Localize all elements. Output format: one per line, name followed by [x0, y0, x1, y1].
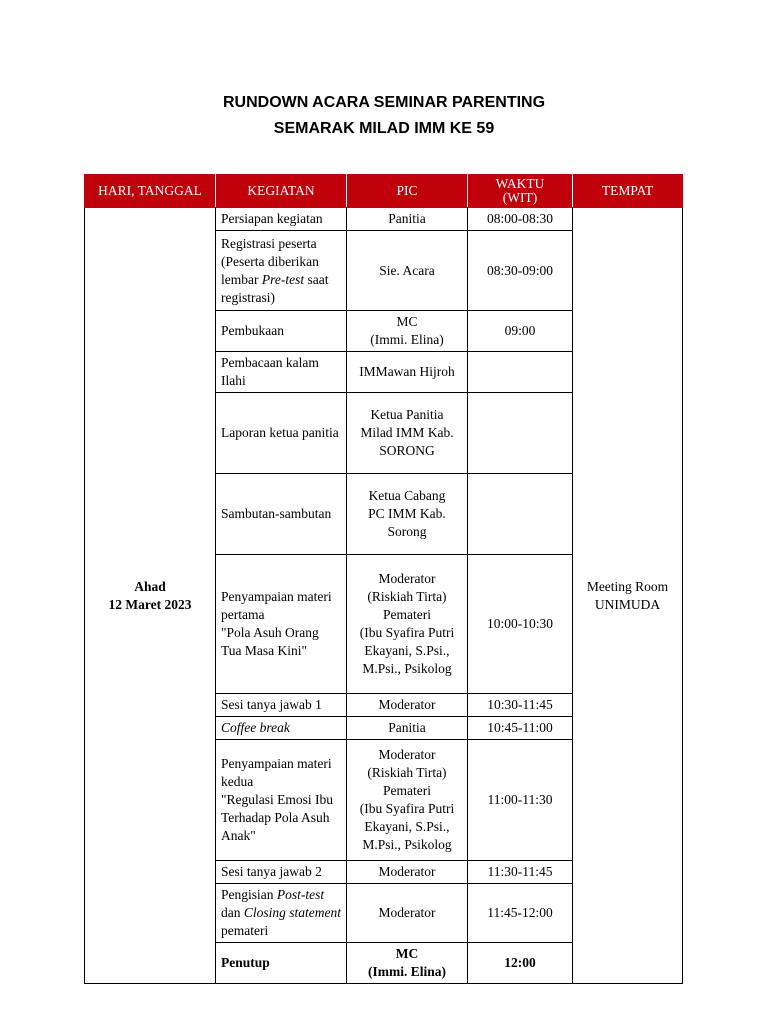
pic-cell: Moderator	[347, 884, 468, 943]
time-cell: 11:00-11:30	[468, 740, 573, 861]
activity-cell: Registrasi peserta (Peserta diberikan lembar Pre-test saat registrasi)	[216, 231, 347, 311]
activity-cell: Sesi tanya jawab 2	[216, 861, 347, 884]
pic-cell: Panitia	[347, 717, 468, 740]
header-day: HARI, TANGGAL	[85, 175, 216, 208]
table-header-row	[85, 175, 683, 208]
time-cell: 10:30-11:45	[468, 694, 573, 717]
activity-cell: Persiapan kegiatan	[216, 208, 347, 231]
activity-cell: Penutup	[216, 943, 347, 984]
time-cell: 12:00	[468, 943, 573, 984]
time-cell: 11:45-12:00	[468, 884, 573, 943]
document-title-line-2: SEMARAK MILAD IMM KE 59	[273, 120, 495, 137]
time-cell: 10:00-10:30	[468, 555, 573, 694]
pic-cell: Ketua Cabang PC IMM Kab. Sorong	[347, 474, 468, 555]
table-row	[85, 208, 683, 231]
pic-cell: Moderator (Riskiah Tirta) Pemateri (Ibu Syafira Putri Ekayani, S.Psi., M.Psi., Psikolog	[347, 555, 468, 694]
pic-cell: Moderator (Riskiah Tirta) Pemateri (Ibu Syafira Putri Ekayani, S.Psi., M.Psi., Psikolog	[347, 740, 468, 861]
activity-cell: Pembacaan kalam Ilahi	[216, 352, 347, 393]
pic-cell: Ketua Panitia Milad IMM Kab. SORONG	[347, 393, 468, 474]
activity-cell: Coffee break	[216, 717, 347, 740]
time-cell	[468, 474, 573, 555]
activity-cell: Pengisian Post-test dan Closing statement pemateri	[216, 884, 347, 943]
header-place: TEMPAT	[573, 175, 683, 208]
time-cell: 10:45-11:00	[468, 717, 573, 740]
time-cell: 09:00	[468, 311, 573, 352]
activity-cell: Penyampaian materi kedua "Regulasi Emosi Ibu Terhadap Pola Asuh Anak"	[216, 740, 347, 861]
header-pic: PIC	[347, 175, 468, 208]
header-time: WAKTU (WIT)	[468, 175, 573, 208]
activity-cell: Sambutan-sambutan	[216, 474, 347, 555]
activity-cell: Laporan ketua panitia	[216, 393, 347, 474]
time-cell: 11:30-11:45	[468, 861, 573, 884]
header-activity: KEGIATAN	[216, 175, 347, 208]
activity-cell: Penyampaian materi pertama "Pola Asuh Orang Tua Masa Kini"	[216, 555, 347, 694]
activity-cell: Pembukaan	[216, 311, 347, 352]
pic-cell: IMMawan Hijroh	[347, 352, 468, 393]
day-cell: Ahad 12 Maret 2023	[85, 208, 216, 984]
pic-cell: MC (Immi. Elina)	[347, 311, 468, 352]
rundown-table	[84, 174, 683, 984]
time-cell: 08:30-09:00	[468, 231, 573, 311]
pic-cell: Sie. Acara	[347, 231, 468, 311]
document-title-line-1: RUNDOWN ACARA SEMINAR PARENTING	[222, 94, 546, 111]
activity-cell: Sesi tanya jawab 1	[216, 694, 347, 717]
time-cell	[468, 352, 573, 393]
time-cell: 08:00-08:30	[468, 208, 573, 231]
place-cell: Meeting Room UNIMUDA	[573, 208, 683, 984]
time-cell	[468, 393, 573, 474]
pic-cell: MC (Immi. Elina)	[347, 943, 468, 984]
pic-cell: Moderator	[347, 694, 468, 717]
pic-cell: Panitia	[347, 208, 468, 231]
pic-cell: Moderator	[347, 861, 468, 884]
